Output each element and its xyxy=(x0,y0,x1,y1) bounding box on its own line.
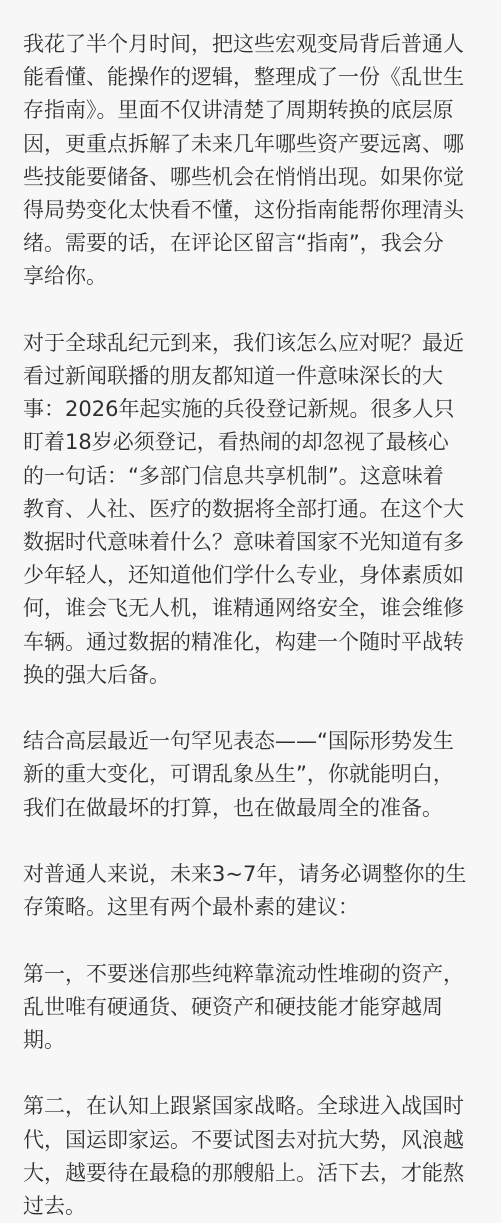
text-line: 期。 xyxy=(23,1028,65,1053)
text-line: 盯着18岁必须登记，看热闹的却忽视了最核心 xyxy=(23,430,449,455)
text-line: 我们在做最坏的打算，也在做最周全的准备。 xyxy=(23,795,443,820)
text-line: 何，谁会飞无人机，谁精通网络安全，谁会维修 xyxy=(23,596,464,621)
text-line: 代，国运即家运。不要试图去对抗大势，风浪越 xyxy=(23,1127,464,1152)
paragraph-strategy-intro xyxy=(23,858,477,924)
paragraph-military-registration xyxy=(23,327,477,692)
paragraph-guide-intro xyxy=(23,28,477,294)
text-line: 得局势变化太快看不懂，这份指南能帮你理清头 xyxy=(23,198,464,223)
text-line: 事：2026年起实施的兵役登记新规。很多人只 xyxy=(23,397,455,422)
text-line: 数据时代意味着什么？意味着国家不光知道有多 xyxy=(23,530,464,555)
text-line: 过去。 xyxy=(23,1194,86,1219)
text-line: 因，更重点拆解了未来几年哪些资产要远离、哪 xyxy=(23,131,464,156)
text-line: 大，越要待在最稳的那艘船上。活下去，才能熬 xyxy=(23,1160,464,1185)
text-line: 些技能要储备、哪些机会在悄悄出现。如果你觉 xyxy=(23,164,464,189)
text-line: 新的重大变化，可谓乱象丛生”，你就能明白， xyxy=(23,762,454,787)
text-line: 绪。需要的话，在评论区留言“指南”，我会分 xyxy=(23,231,444,256)
paragraph-advice-two xyxy=(23,1090,477,1223)
text-line: 存策略。这里有两个最朴素的建议： xyxy=(23,895,359,920)
paragraph-spacer xyxy=(23,924,477,957)
paragraph-spacer xyxy=(23,294,477,327)
text-line: 存指南》。里面不仅讲清楚了周期转换的底层原 xyxy=(23,98,454,123)
text-line: 能看懂、能操作的逻辑，整理成了一份《乱世生 xyxy=(23,65,464,90)
paragraph-situation-statement xyxy=(23,725,477,825)
text-line: 乱世唯有硬通货、硬资产和硬技能才能穿越周 xyxy=(23,994,443,1019)
text-line: 少年轻人，还知道他们学什么专业，身体素质如 xyxy=(23,563,464,588)
text-line: 换的强大后备。 xyxy=(23,662,170,687)
paragraph-spacer xyxy=(23,825,477,858)
paragraph-spacer xyxy=(23,692,477,725)
text-line: 对于全球乱纪元到来，我们该怎么应对呢？最近 xyxy=(23,330,464,355)
text-line: 的一句话：“多部门信息共享机制”。这意味着 xyxy=(23,463,444,488)
paragraph-advice-one xyxy=(23,958,477,1058)
text-line: 车辆。通过数据的精准化，构建一个随时平战转 xyxy=(23,629,464,654)
paragraph-spacer xyxy=(23,1057,477,1090)
text-line: 第一，不要迷信那些纯粹靠流动性堆砌的资产， xyxy=(23,961,464,986)
text-line: 结合高层最近一句罕见表态——“国际形势发生 xyxy=(23,729,454,754)
text-line: 教育、人社、医疗的数据将全部打通。在这个大 xyxy=(23,496,464,521)
text-line: 我花了半个月时间，把这些宏观变局背后普通人 xyxy=(23,32,464,56)
text-line: 看过新闻联播的朋友都知道一件意味深长的大 xyxy=(23,364,443,389)
text-line: 享给你。 xyxy=(23,264,107,289)
text-line: 第二，在认知上跟紧国家战略。全球进入战国时 xyxy=(23,1094,464,1119)
text-line: 对普通人来说，未来3~7年，请务必调整你的生 xyxy=(23,862,467,887)
